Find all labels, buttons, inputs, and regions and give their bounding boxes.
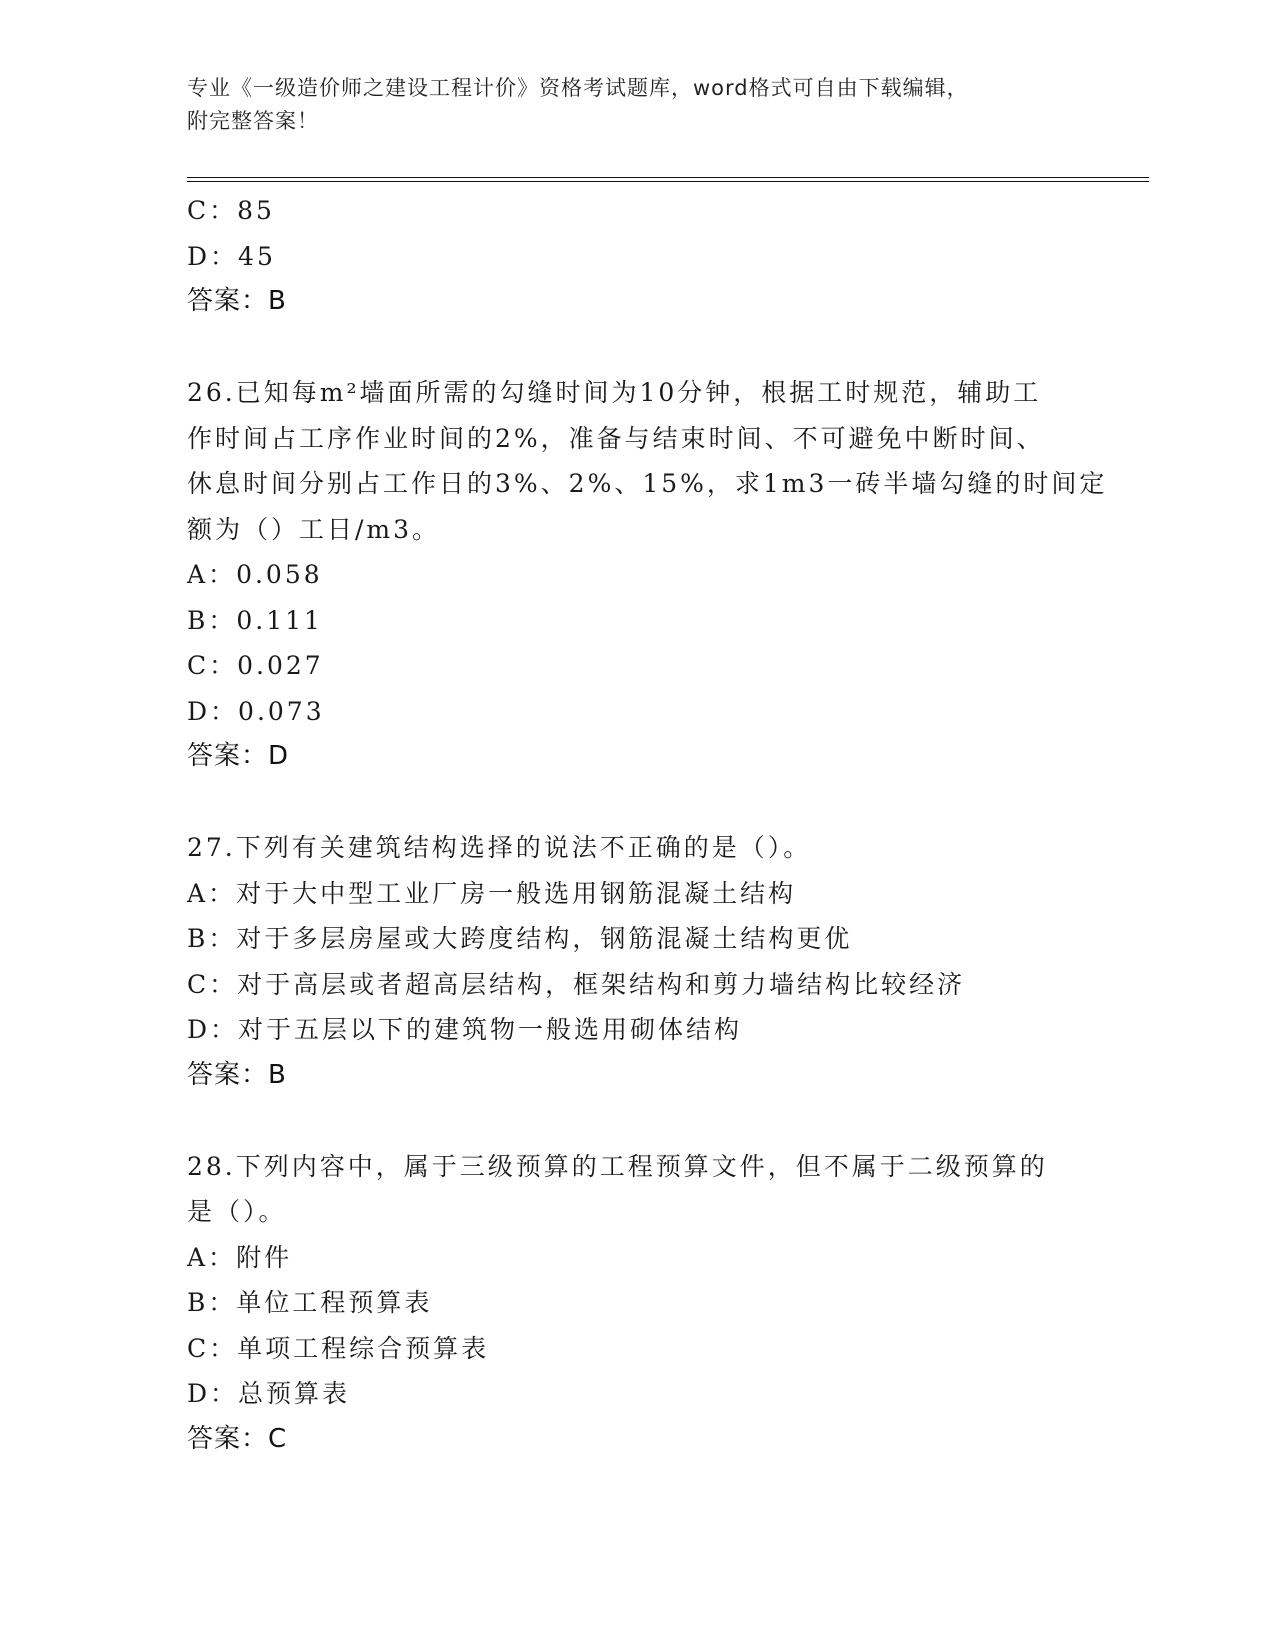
option-c: C：单项工程综合预算表 [187, 1333, 490, 1363]
option-c: C：85 [187, 196, 275, 225]
option-d: D：总预算表 [187, 1379, 351, 1408]
page-header [187, 72, 1087, 138]
question-text-line: 26.已知每m²墙面所需的勾缝时间为10分钟，根据工时规范，辅助工 [187, 378, 1042, 407]
question-list [187, 188, 1108, 1462]
option-a: A：对于大中型工业厂房一般选用钢筋混凝土结构 [187, 878, 797, 908]
question-27 [187, 825, 1087, 1098]
option-a: A：0.058 [187, 560, 323, 589]
answer: 答案：B [187, 286, 287, 316]
option-d: D：0.073 [187, 696, 325, 726]
prev-question [187, 188, 1087, 325]
question-text-line: 休息时间分别占工作日的3%、2%、15%，求1m3一砖半墙勾缝的时间定 [187, 469, 1108, 498]
question-28 [187, 1144, 1087, 1463]
header-line-1: 专业《一级造价师之建设工程计价》资格考试题库，word格式可自由下载编辑， [187, 76, 969, 100]
question-26 [187, 370, 1108, 780]
option-b: B：对于多层房屋或大跨度结构，钢筋混凝土结构更优 [187, 924, 853, 953]
option-c: C：0.027 [187, 651, 324, 680]
question-text-line: 27.下列有关建筑结构选择的说法不正确的是（）。 [187, 833, 812, 862]
option-a: A：附件 [187, 1242, 293, 1272]
answer: 答案：C [187, 1423, 288, 1454]
option-b: B：0.111 [187, 605, 323, 635]
question-text-line: 28.下列内容中，属于三级预算的工程预算文件，但不属于二级预算的 [187, 1151, 1048, 1181]
option-d: D：45 [187, 241, 276, 271]
question-text-line: 是（）。 [187, 1197, 287, 1226]
header-divider [187, 177, 1149, 182]
option-c: C：对于高层或者超高层结构，框架结构和剪力墙结构比较经济 [187, 969, 966, 999]
option-b: B：单位工程预算表 [187, 1288, 433, 1317]
header-line-2: 附完整答案！ [187, 109, 319, 133]
answer: 答案：D [187, 741, 290, 771]
answer: 答案：B [187, 1059, 287, 1090]
question-text-line: 作时间占工序作业时间的2%，准备与结束时间、不可避免中断时间、 [187, 423, 1045, 453]
question-text-line: 额为（）工日/m3。 [187, 514, 441, 544]
option-d: D：对于五层以下的建筑物一般选用砌体结构 [187, 1015, 743, 1044]
